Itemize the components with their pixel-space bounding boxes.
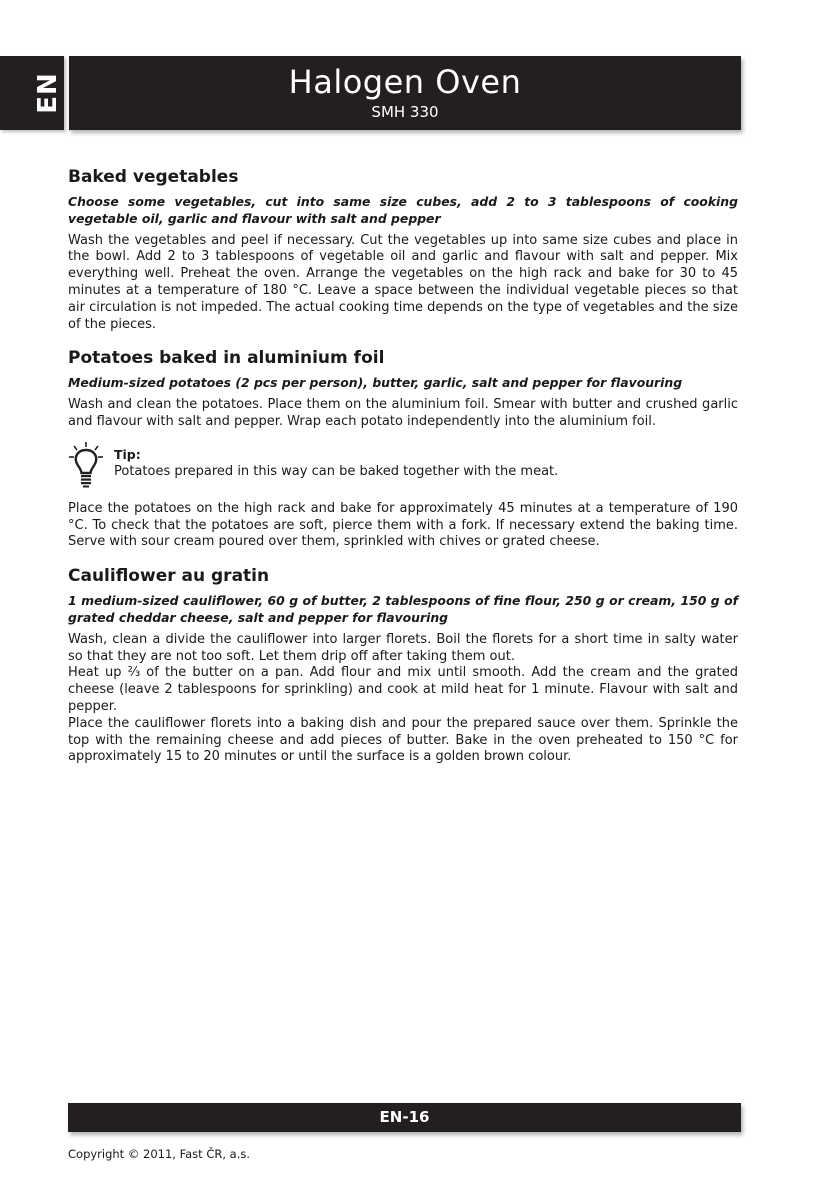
language-tab bbox=[0, 56, 64, 130]
main-content bbox=[68, 166, 738, 780]
recipe-cauliflower-gratin bbox=[68, 565, 738, 766]
recipe-instructions: Wash and clean the potatoes. Place them on the aluminium foil. Smear with butter and crushed garlic and flavour with salt and pepper. Wrap each potato independently into the aluminium foil. bbox=[68, 397, 738, 429]
recipe-instructions: Place the cauliflower florets into a baking dish and pour the prepared sauce over them. Sprinkle the top with the remaining cheese and add pieces of butter. Bake in the oven preheated to 150 °C for approximately 15 to 20 minutes or until the surface is a golden brown colour. bbox=[68, 715, 738, 765]
recipe-baked-vegetables bbox=[68, 166, 738, 333]
recipe-ingredients: Medium-sized potatoes (2 pcs per person), butter, garlic, salt and pepper for flavouring bbox=[68, 375, 683, 391]
recipe-ingredients: 1 medium-sized cauliflower, 60 g of butter, 2 tablespoons of fine flour, 250 g or cream, 150 g of grated cheddar cheese, salt and pepper for flavouring bbox=[68, 593, 738, 625]
recipe-instructions: Heat up ⅔ of the butter on a pan. Add flour and mix until smooth. Add the cream and the grated cheese (leave 2 tablespoons for sprinkling) and cook at mild heat for 1 minute. Flavour with salt and pepper. bbox=[68, 665, 738, 714]
recipe-heading: Potatoes baked in aluminium foil bbox=[68, 348, 385, 369]
copyright-notice: Copyright © 2011, Fast ČR, a.s. bbox=[68, 1147, 251, 1161]
language-code: EN bbox=[33, 72, 63, 114]
tip-text: Potatoes prepared in this way can be baked together with the meat. bbox=[114, 463, 559, 479]
recipe-instructions: Place the potatoes on the high rack and bake for approximately 45 minutes at a temperature of 190 °C. To check that the potatoes are soft, pierce them with a fork. If necessary extend the baking time. Serve with sour cream poured over them, sprinkled with chives or grated cheese. bbox=[68, 500, 738, 550]
recipe-potatoes-foil bbox=[68, 347, 738, 551]
recipe-heading: Cauliflower au gratin bbox=[68, 566, 270, 587]
page-number: EN-16 bbox=[379, 1108, 430, 1126]
recipe-ingredients: Choose some vegetables, cut into same size cubes, add 2 to 3 tablespoons of cooking vegetable oil, garlic and flavour with salt and pepper bbox=[68, 194, 738, 226]
footer-band bbox=[68, 1103, 741, 1132]
recipe-instructions: Wash, clean a divide the cauliflower into larger florets. Boil the florets for a short time in salty water so that they are not too soft. Let them drip off after taking them out. bbox=[68, 631, 738, 664]
tip-label: Tip: bbox=[114, 446, 141, 462]
page-title: Halogen Oven bbox=[288, 63, 522, 101]
recipe-instructions: Wash the vegetables and peel if necessary. Cut the vegetables up into same size cubes and place in the bowl. Add 2 to 3 tablespoons of vegetable oil and garlic and flavour with salt and pepper. Mix everything well. Preheat the oven. Arrange the vegetables on the high rack and bake for 30 to 45 minutes at a temperature of 180 °C. Leave a space between the individual vegetable pieces so that air circulation is not impeded. The actual cooking time depends on the type of vegetables and the size of the pieces. bbox=[68, 232, 738, 332]
model-number: SMH 330 bbox=[371, 103, 439, 121]
header-band bbox=[69, 56, 741, 130]
tip-box bbox=[68, 447, 738, 487]
lightbulb-icon bbox=[68, 441, 104, 489]
recipe-heading: Baked vegetables bbox=[68, 167, 239, 187]
